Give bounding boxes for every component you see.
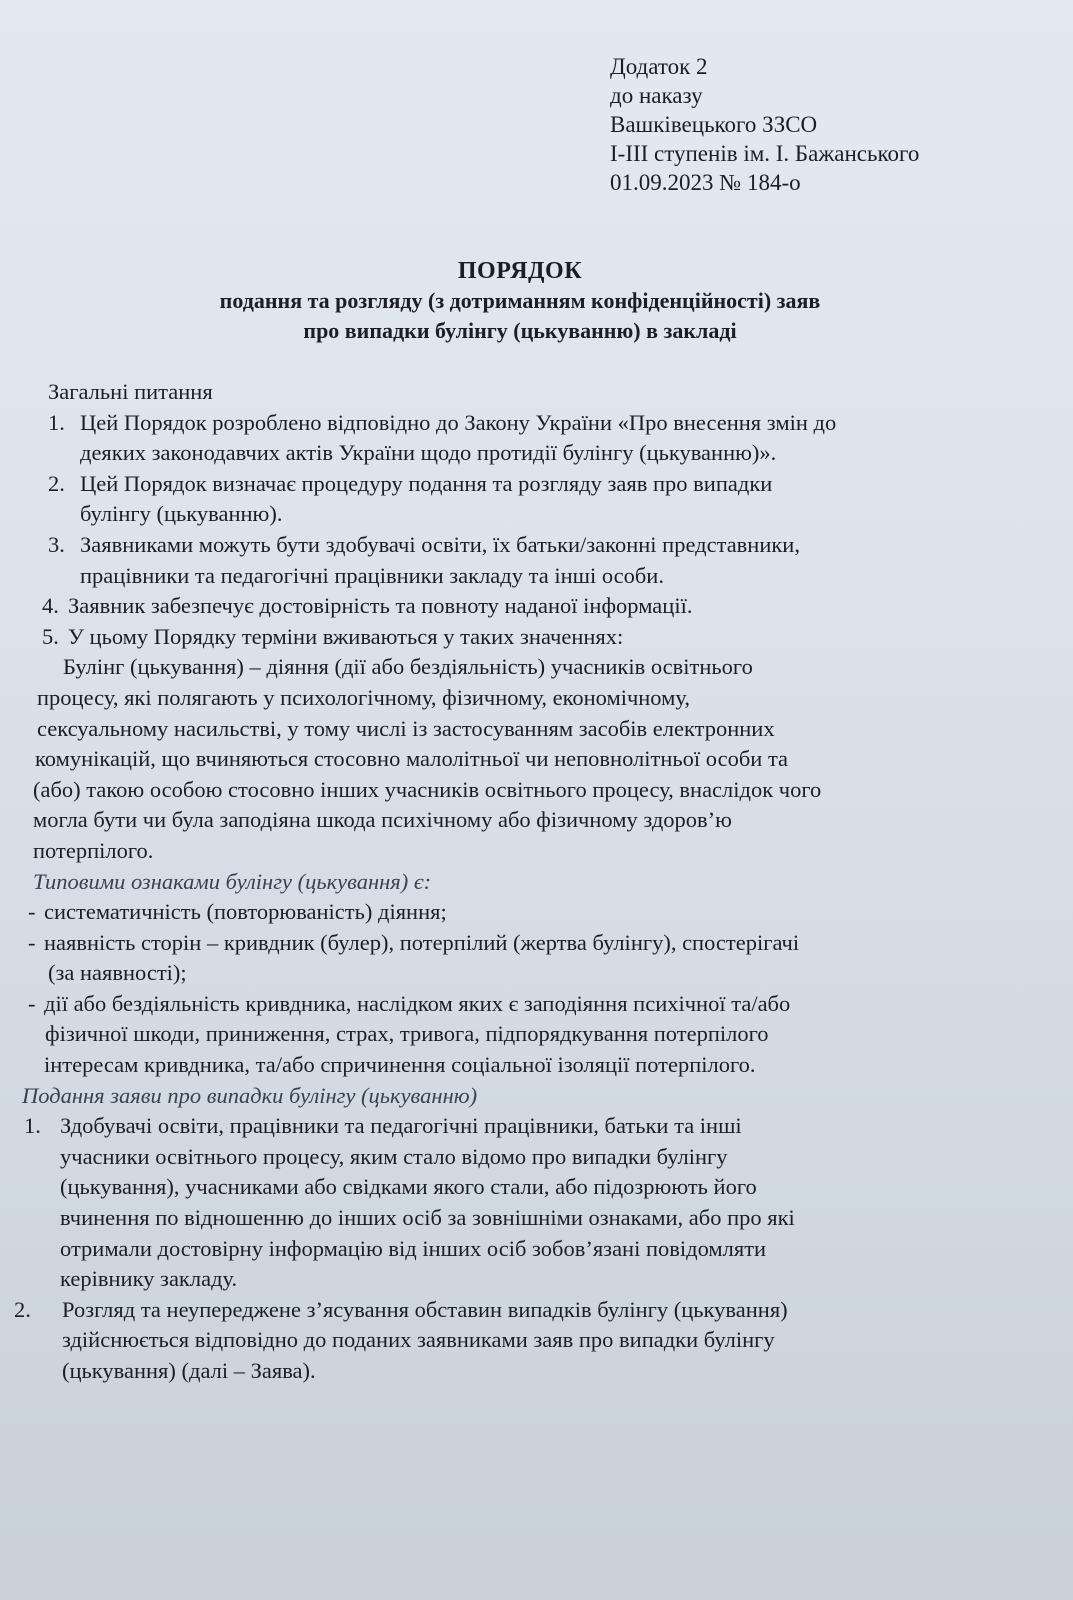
item-text: (цькування) (далі – Заява). bbox=[62, 1358, 316, 1383]
definition-line: сексуальному насильстві, у тому числі із застосуванням засобів електронних bbox=[37, 715, 775, 741]
item-number: 2. bbox=[48, 470, 65, 496]
definition-line: комунікацій, що вчиняються стосовно малолітньої чи неповнолітньої особи та bbox=[35, 746, 789, 772]
item-text: деяких законодавчих актів України щодо протидії булінгу (цькуванню)». bbox=[80, 440, 777, 466]
document-title bbox=[0, 256, 1040, 346]
item-text: булінгу (цькуванню). bbox=[80, 501, 283, 527]
item-number: 3. bbox=[48, 531, 65, 557]
dash-marker: - bbox=[28, 899, 36, 925]
item-text: У цьому Порядку терміни вживаються у таких значеннях: bbox=[68, 623, 624, 649]
appendix-line: Додаток 2 bbox=[610, 54, 708, 79]
list-item bbox=[24, 1111, 1035, 1295]
list-item bbox=[30, 591, 1035, 622]
definition-line: Булінг (цькування) – діяння (дії або бездіяльність) учасників освітнього bbox=[63, 654, 753, 680]
list-item bbox=[30, 530, 1035, 591]
dash-marker: - bbox=[28, 990, 36, 1016]
bullet-text: дії або бездіяльність кривдника, наслідком яких є заподіяння психічної та/або bbox=[44, 990, 791, 1016]
title-main: ПОРЯДОК bbox=[457, 258, 583, 284]
submission-heading: Подання заяви про випадки булінгу (цькуванню) bbox=[22, 1082, 478, 1108]
definition-line: (або) такою особою стосовно інших учасників освітнього процесу, внаслідок чого bbox=[33, 776, 822, 802]
appendix-line: Вашківецького ЗЗСО bbox=[610, 112, 818, 137]
definition-line: процесу, які полягають у психологічному, фізичному, економічному, bbox=[37, 684, 690, 710]
definition-line: могла бути чи була заподіяна шкода психічному або фізичному здоров’ю bbox=[33, 807, 732, 833]
item-text: Здобувачі освіти, працівники та педагогічні працівники, батьки та інші bbox=[60, 1113, 742, 1139]
item-text: Заявниками можуть бути здобувачі освіти, їх батьки/законні представники, bbox=[80, 531, 800, 557]
item-text: Заявник забезпечує достовірність та повноту наданої інформації. bbox=[68, 593, 693, 619]
appendix-line: 01.09.2023 № 184-о bbox=[610, 170, 801, 195]
item-text: Розгляд та неупереджене з’ясування обставин випадків булінгу (цькування) bbox=[62, 1296, 788, 1322]
item-number: 1. bbox=[24, 1113, 41, 1139]
title-subtitle: подання та розгляду (з дотриманням конфіденційності) заяв bbox=[219, 288, 821, 313]
bullet-item bbox=[28, 989, 1035, 1081]
appendix-line: I-III ступенів ім. І. Бажанського bbox=[610, 141, 920, 166]
item-number: 4. bbox=[42, 593, 59, 619]
bullet-item bbox=[28, 897, 1035, 928]
item-text: (цькування), учасниками або свідками якого стали, або підозрюють його bbox=[60, 1174, 757, 1200]
bullet-text: наявність сторін – кривдник (булер), потерпілий (жертва булінгу), спостерігачі bbox=[44, 929, 800, 955]
item-text: працівники та педагогічні працівники закладу та інші особи. bbox=[80, 562, 664, 588]
item-text: здійснюється відповідно до поданих заявниками заяв про випадки булінгу bbox=[62, 1327, 775, 1353]
item-text: керівнику закладу. bbox=[60, 1266, 238, 1292]
section-heading: Загальні питання bbox=[48, 379, 213, 404]
item-text: вчинення по відношенню до інших осіб за зовнішніми ознаками, або про які bbox=[60, 1205, 795, 1231]
list-item bbox=[30, 469, 1035, 530]
list-item bbox=[30, 408, 1035, 469]
item-number: 2. bbox=[14, 1296, 31, 1322]
item-text: Цей Порядок розроблено відповідно до Закону України «Про внесення змін до bbox=[80, 409, 837, 435]
item-text: отримали достовірну інформацію від інших осіб зобов’язані повідомляти bbox=[60, 1235, 767, 1261]
appendix-line: до наказу bbox=[610, 83, 703, 108]
item-number: 1. bbox=[48, 409, 65, 435]
document-body bbox=[14, 377, 1035, 1387]
bullet-text: систематичність (повторюваність) діяння; bbox=[44, 899, 447, 925]
bullet-text: інтересам кривдника, та/або спричинення соціальної ізоляції потерпілого. bbox=[44, 1052, 756, 1078]
list-item bbox=[14, 1295, 1035, 1387]
appendix-header bbox=[610, 52, 919, 197]
bullet-item bbox=[28, 928, 1035, 989]
item-number: 5. bbox=[42, 623, 59, 649]
bullet-text: (за наявності); bbox=[48, 960, 187, 986]
definition-paragraph bbox=[30, 652, 1035, 866]
definition-line: потерпілого. bbox=[33, 837, 154, 863]
title-subtitle: про випадки булінгу (цькуванню) в закладі bbox=[303, 318, 737, 343]
item-text: Цей Порядок визначає процедуру подання та розгляду заяв про випадки bbox=[80, 470, 773, 496]
bullet-text: фізичної шкоди, приниження, страх, тривога, підпорядкування потерпілого bbox=[45, 1021, 769, 1047]
item-text: учасники освітнього процесу, яким стало відомо про випадки булінгу bbox=[60, 1143, 728, 1169]
signs-heading: Типовими ознаками булінгу (цькування) є: bbox=[33, 868, 432, 894]
dash-marker: - bbox=[28, 929, 36, 955]
list-item bbox=[30, 622, 1035, 653]
